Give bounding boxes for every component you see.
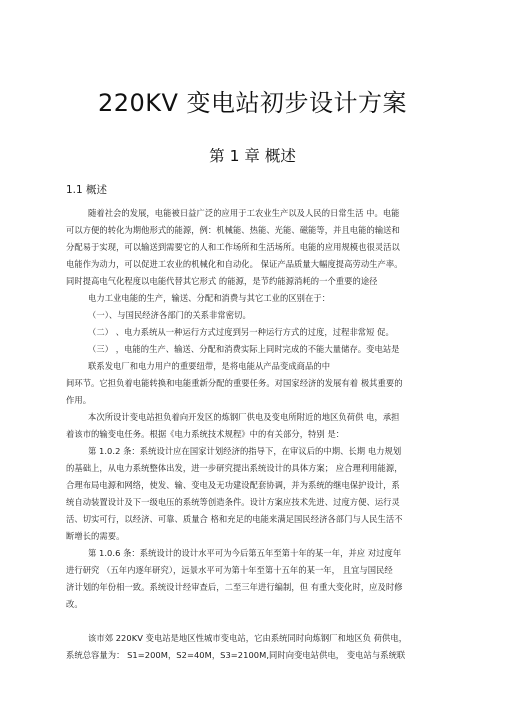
section-heading: 1.1 概述 [66, 184, 108, 196]
body-line: 断增长的需要。 [66, 531, 125, 541]
chapter-heading: 第 1 章 概述 [209, 147, 296, 165]
body-line: 间环节。它担负着电能转换和电能重新分配的重要任务。对国家经济的发展有着 极其重要的 [66, 378, 403, 388]
body-line: 合理布局电源和网络，使发、输、变电及无功建设配套协调，并为系统的继电保护设计，系 [66, 480, 400, 490]
body-line: 着该市的输变电任务。根据《电力系统技术规程》中的有关部分，特别 是： [66, 429, 345, 439]
body-line: 联系发电厂和电力用户的重要纽带，是将电能从产品变成商品的中 [88, 361, 331, 371]
body-line: 电能作为动力，可以促进工农业的机械化和自动化。 保证产品质量大幅度提高劳动生产率。 [66, 259, 403, 269]
body-line: 改。 [66, 599, 83, 609]
document-title: 220KV 变电站初步设计方案 [97, 89, 408, 117]
body-line: 系统总容量为： S1=200M，S2=40M，S3=2100M,同时向变电站供电， 变电站与系统联 [66, 650, 406, 660]
body-line: （一）、与国民经济各部门的关系非常密切。 [88, 310, 251, 320]
body-line: （三） ，电能的生产、输送、分配和消费实际上同时完成的不能大量储存。变电站是 [88, 344, 400, 354]
body-line: 本次所设计变电站担负着向开发区的炼钢厂供电及变电所附近的地区负荷供 电，承担 [88, 412, 400, 422]
body-line: 的基础上，从电力系统整体出发，进一步研究提出系统设计的具体方案； 应合理利用能源， [66, 463, 403, 473]
body-line: 进行研究 （五年内逐年研究），远景水平可为第十年至第十五年的某一年， 且宜与国民经 [66, 565, 393, 575]
body-line: （二） 、电力系统从一种运行方式过度到另一种运行方式的过度，过程非常短 促。 [88, 327, 394, 337]
body-line: 第 1.0.2 条：系统设计应在国家计划经济的指导下，在审议后的中期、长期 电力规划 [88, 446, 402, 456]
body-line: 济计划的年份相一致。系统设计经审查后，二至三年进行编制，但 有重大变化时，应及时修 [66, 582, 403, 592]
body-line: 分配易于实现，可以输送到需要它的人和工作场所和生活场所。电能的应用规模也很灵活以 [66, 242, 400, 252]
body-line: 第 1.0.6 条：系统设计的设计水平可为今后第五年至第十年的某一年，并应 对过度年 [88, 548, 402, 558]
body-line: 同时提高电气化程度以电能代替其它形式 的能源，是节约能源消耗的一个重要的途径 [66, 276, 378, 286]
body-line: 可以方便的转化为期他形式的能源，例：机械能、热能、光能、磁能等，并且电能的输送和 [66, 225, 400, 235]
body-line: 统自动装置设计及下一级电压的系统等创造条件。设计方案应技术先进、过度方便、运行灵 [66, 497, 400, 507]
body-line: 活、切实可行，以经济、可靠、质量合 格和充足的电能来满足国民经济各部门与人民生活不 [66, 514, 403, 524]
body-line: 作用。 [66, 395, 92, 405]
body-line: 该市郊 220KV 变电站是地区性城市变电站，它由系统同时向炼钢厂和地区负 荷供电， [88, 633, 408, 643]
body-line: 随着社会的发展，电能被日益广泛的应用于工农业生产以及人民的日常生活 中。电能 [88, 208, 400, 218]
body-line: 电力工业电能的生产，输送、分配和消费与其它工业的区别在于： [88, 293, 331, 303]
